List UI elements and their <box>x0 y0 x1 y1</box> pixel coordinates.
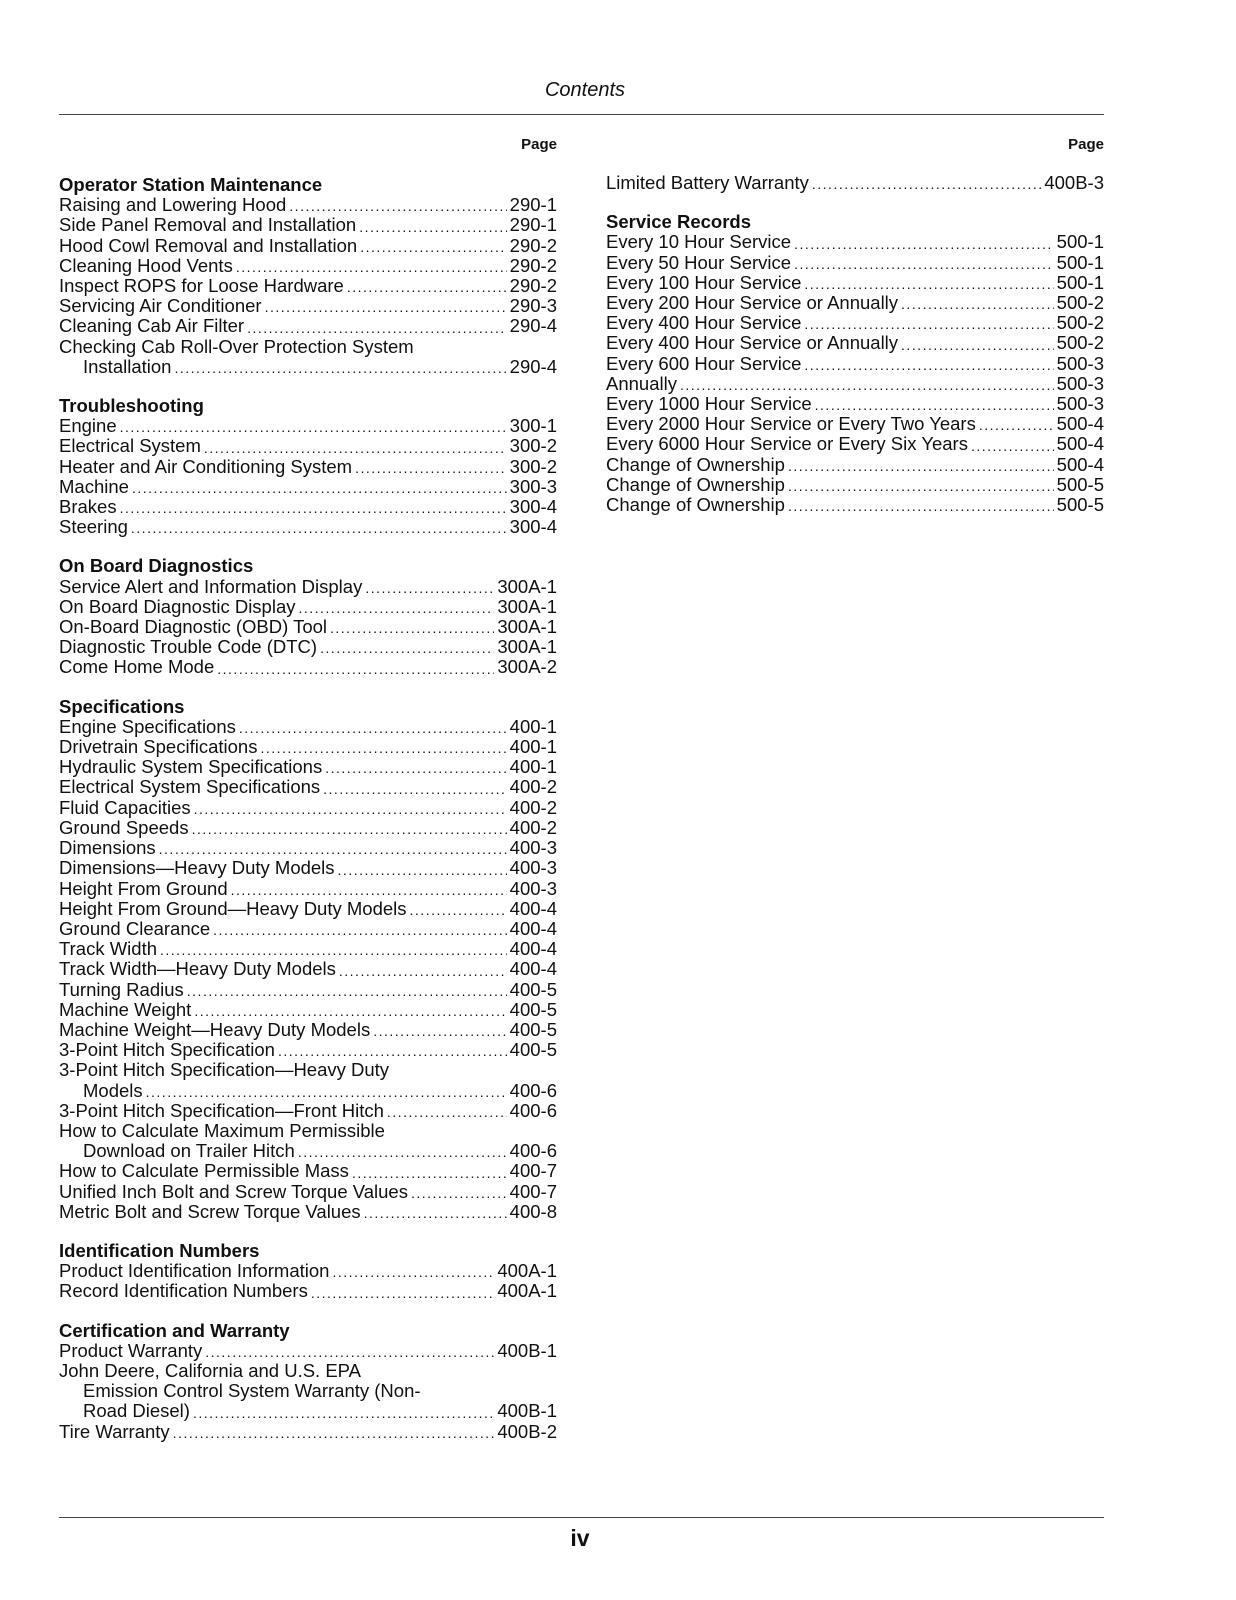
toc-entry-label: Track Width <box>59 938 157 960</box>
dot-leader <box>411 1185 507 1202</box>
toc-entry-label: Unified Inch Bolt and Screw Torque Values <box>59 1180 408 1202</box>
toc-entry-every-600-hour-service[interactable] <box>606 354 1104 374</box>
page-header-title: Contents <box>544 79 626 101</box>
toc-entry-on-board-diagnostic-display[interactable] <box>59 597 557 617</box>
dot-leader <box>231 882 507 899</box>
toc-entry-label: Servicing Air Conditioner <box>59 295 262 317</box>
toc-entry-page: 400-4 <box>509 897 557 919</box>
toc-entry-label: Every 600 Hour Service <box>606 352 802 374</box>
toc-entry-servicing-air-conditioner[interactable] <box>59 296 557 316</box>
dot-leader <box>355 460 507 477</box>
header-rule <box>59 114 1104 115</box>
toc-entry-label: Every 100 Hour Service <box>606 271 802 293</box>
toc-entry-page: 400B-1 <box>497 1400 557 1422</box>
dot-leader <box>132 480 507 497</box>
toc-entry-page: 400-7 <box>509 1180 557 1202</box>
toc-entry-page: 300-4 <box>509 516 557 538</box>
toc-entry-annually[interactable] <box>606 374 1104 394</box>
toc-entry-every-6000-hour-service-or-every-six-yea[interactable] <box>606 434 1104 454</box>
toc-section-certification-and-warranty <box>59 1321 557 1442</box>
toc-entry-change-of-ownership[interactable] <box>606 455 1104 475</box>
toc-entry-page: 290-1 <box>509 214 557 236</box>
toc-entry-dimensions[interactable] <box>59 838 557 858</box>
section-title: On Board Diagnostics <box>59 555 254 577</box>
toc-entry-ground-clearance[interactable] <box>59 919 557 939</box>
toc-entry-label: Fluid Capacities <box>59 796 191 818</box>
toc-entry-label: Tire Warranty <box>59 1420 170 1442</box>
dot-leader <box>804 357 1053 374</box>
toc-entry-electrical-system-specifications[interactable] <box>59 777 557 797</box>
dot-leader <box>298 1144 507 1161</box>
toc-entry-label: Every 1000 Hour Service <box>606 393 812 415</box>
toc-entry-label: Side Panel Removal and Installation <box>59 214 357 236</box>
dot-leader <box>247 320 507 337</box>
dot-leader <box>323 781 507 798</box>
toc-entry-machine-weight[interactable] <box>59 1000 557 1020</box>
toc-section-troubleshooting <box>59 396 557 537</box>
toc-entry-machine[interactable] <box>59 477 557 497</box>
toc-entry-label: Inspect ROPS for Loose Hardware <box>59 275 344 297</box>
toc-entry-label: Limited Battery Warranty <box>606 172 809 193</box>
toc-entry-come-home-mode[interactable] <box>59 657 557 677</box>
toc-entry-every-100-hour-service[interactable] <box>606 273 1104 293</box>
toc-entry-page: 400B-1 <box>497 1339 557 1361</box>
section-title: Specifications <box>59 695 185 717</box>
toc-entry-page: 400-6 <box>509 1140 557 1162</box>
toc-entry-label: Emission Control System Warranty (Non- <box>83 1380 421 1402</box>
toc-right-column <box>606 134 1104 534</box>
toc-entry-page: 290-2 <box>509 275 557 297</box>
toc-entry-page: 400-5 <box>509 1018 557 1040</box>
toc-entry-3-point-hitch-specification-front-hitch[interactable] <box>59 1101 557 1121</box>
toc-entry-page: 500-4 <box>1056 453 1104 475</box>
dot-leader <box>971 438 1054 455</box>
toc-entry-label: Machine Weight <box>59 998 192 1020</box>
toc-entry-label: Height From Ground—Heavy Duty Models <box>59 897 407 919</box>
dot-leader <box>187 983 507 1000</box>
toc-entry-label: How to Calculate Permissible Mass <box>59 1160 349 1182</box>
toc-entry-label: Dimensions <box>59 837 156 859</box>
toc-entry-label: Models <box>83 1079 143 1101</box>
toc-entry-label: Ground Speeds <box>59 816 189 838</box>
toc-section-on-board-diagnostics <box>59 556 557 677</box>
toc-entry-label: Raising and Lowering Hood <box>59 194 287 216</box>
dot-leader <box>311 1285 495 1302</box>
toc-entry-cleaning-hood-vents[interactable] <box>59 256 557 276</box>
dot-leader <box>979 417 1054 434</box>
toc-entry-record-identification-numbers[interactable] <box>59 1281 557 1301</box>
toc-entry-unified-inch-bolt-and-screw-torque-value[interactable] <box>59 1182 557 1202</box>
toc-entry-label: Steering <box>59 516 128 538</box>
dot-leader <box>804 316 1053 333</box>
dot-leader <box>325 760 506 777</box>
toc-section-service-records <box>606 212 1104 515</box>
section-title: Operator Station Maintenance <box>59 174 323 195</box>
toc-entry-page: 500-4 <box>1056 413 1104 435</box>
toc-entry-how-to-calculate-maximum-permissible-dow[interactable] <box>59 1121 557 1161</box>
toc-entry-engine[interactable] <box>59 416 557 436</box>
toc-entry-page: 500-3 <box>1056 372 1104 394</box>
toc-entry-page: 300-2 <box>509 455 557 477</box>
toc-entry-label: Annually <box>606 372 677 394</box>
footer-rule <box>59 1517 1104 1518</box>
dot-leader <box>794 236 1054 253</box>
page-number: iv <box>570 1525 590 1551</box>
toc-entry-label: Download on Trailer Hitch <box>83 1140 295 1162</box>
dot-leader <box>364 1205 507 1222</box>
toc-entry-page: 400-2 <box>509 776 557 798</box>
dot-leader <box>410 902 507 919</box>
toc-entry-john-deere-california-and-u-s-epa-emissi[interactable] <box>59 1361 557 1422</box>
toc-entry-label: Hydraulic System Specifications <box>59 756 323 778</box>
toc-entry-page: 500-5 <box>1056 494 1104 516</box>
toc-entry-page: 500-4 <box>1056 433 1104 455</box>
section-title: Identification Numbers <box>59 1239 260 1261</box>
dot-leader <box>812 176 1041 193</box>
toc-entry-page: 300A-1 <box>497 595 557 617</box>
toc-entry-page: 400-3 <box>509 837 557 859</box>
dot-leader <box>365 580 494 597</box>
dot-leader <box>239 720 507 737</box>
toc-entry-page: 500-3 <box>1056 352 1104 374</box>
toc-entry-label: Drivetrain Specifications <box>59 736 258 758</box>
toc-entry-label: Installation <box>83 355 172 377</box>
toc-entry-every-1000-hour-service[interactable] <box>606 394 1104 414</box>
toc-entry-every-50-hour-service[interactable] <box>606 253 1104 273</box>
dot-leader <box>339 963 507 980</box>
toc-entry-label: Electrical System Specifications <box>59 776 321 798</box>
toc-entry-label: Cleaning Hood Vents <box>59 254 233 276</box>
toc-entry-page: 300-2 <box>509 435 557 457</box>
toc-entry-page: 400-3 <box>509 877 557 899</box>
toc-entry-page: 400-3 <box>509 857 557 879</box>
dot-leader <box>788 478 1054 495</box>
toc-entry-page: 400-6 <box>509 1079 557 1101</box>
dot-leader <box>205 1344 494 1361</box>
dot-leader <box>794 256 1054 273</box>
toc-entry-label: Engine Specifications <box>59 715 236 737</box>
dot-leader <box>360 239 506 256</box>
toc-entry-raising-and-lowering-hood[interactable] <box>59 195 557 215</box>
toc-entry-label: Diagnostic Trouble Code (DTC) <box>59 636 318 658</box>
toc-entry-label: Brakes <box>59 496 117 518</box>
toc-entry-label: Electrical System <box>59 435 201 457</box>
toc-entry-page: 400-5 <box>509 998 557 1020</box>
dot-leader <box>289 198 506 215</box>
toc-entry-brakes[interactable] <box>59 497 557 517</box>
toc-entry-inspect-rops-for-loose-hardware[interactable] <box>59 276 557 296</box>
toc-entry-page: 400-2 <box>509 796 557 818</box>
section-title: Service Records <box>606 211 752 233</box>
toc-entry-page: 500-1 <box>1056 271 1104 293</box>
toc-entry-page: 300A-1 <box>497 616 557 638</box>
toc-entry-label: Checking Cab Roll-Over Protection System <box>59 335 414 357</box>
toc-entry-height-from-ground[interactable] <box>59 879 557 899</box>
toc-entry-page: 300-1 <box>509 415 557 437</box>
toc-entry-heater-and-air-conditioning-system[interactable] <box>59 457 557 477</box>
toc-entry-page: 500-2 <box>1056 292 1104 314</box>
dot-leader <box>120 500 507 517</box>
toc-entry-label: Heater and Air Conditioning System <box>59 455 353 477</box>
toc-entry-label: Road Diesel) <box>83 1400 190 1422</box>
toc-entry-label: Engine <box>59 415 117 437</box>
toc-entry-label: Dimensions—Heavy Duty Models <box>59 857 335 879</box>
dot-leader <box>192 821 507 838</box>
dot-leader <box>236 259 507 276</box>
dot-leader <box>146 1084 507 1101</box>
toc-entry-label: 3-Point Hitch Specification <box>59 1039 275 1061</box>
toc-entry-label: Change of Ownership <box>606 494 785 516</box>
dot-leader <box>120 419 507 436</box>
dot-leader <box>260 740 506 757</box>
toc-entry-hood-cowl-removal-and-installation[interactable] <box>59 236 557 256</box>
toc-entry-label: On Board Diagnostic Display <box>59 595 296 617</box>
section-title: Certification and Warranty <box>59 1319 290 1341</box>
toc-entry-page: 290-2 <box>509 254 557 276</box>
toc-entry-page: 400-1 <box>509 756 557 778</box>
dot-leader <box>160 942 507 959</box>
toc-entry-3-point-hitch-specification[interactable] <box>59 1040 557 1060</box>
toc-section-identification-numbers <box>59 1241 557 1302</box>
dot-leader <box>359 219 506 236</box>
toc-entry-change-of-ownership[interactable] <box>606 495 1104 515</box>
toc-entry-limited-battery-warranty[interactable] <box>606 173 1104 193</box>
toc-entry-page: 300A-1 <box>497 636 557 658</box>
toc-entry-machine-weight-heavy-duty-models[interactable] <box>59 1020 557 1040</box>
dot-leader <box>352 1165 507 1182</box>
dot-leader <box>204 440 507 457</box>
toc-entry-label: 3-Point Hitch Specification—Front Hitch <box>59 1099 384 1121</box>
toc-entry-label: Product Identification Information <box>59 1260 330 1282</box>
toc-entry-metric-bolt-and-screw-torque-values[interactable] <box>59 1202 557 1222</box>
toc-entry-label: Track Width—Heavy Duty Models <box>59 958 336 980</box>
toc-entry-label: Change of Ownership <box>606 453 785 475</box>
toc-entry-steering[interactable] <box>59 517 557 537</box>
toc-entry-drivetrain-specifications[interactable] <box>59 737 557 757</box>
dot-leader <box>347 279 507 296</box>
toc-entry-electrical-system[interactable] <box>59 436 557 456</box>
toc-entry-fluid-capacities[interactable] <box>59 798 557 818</box>
toc-entry-label: John Deere, California and U.S. EPA <box>59 1359 361 1381</box>
toc-entry-page: 500-5 <box>1056 473 1104 495</box>
toc-entry-engine-specifications[interactable] <box>59 717 557 737</box>
toc-entry-page: 400-4 <box>509 917 557 939</box>
dot-leader <box>804 276 1053 293</box>
dot-leader <box>788 498 1054 515</box>
dot-leader <box>193 1405 494 1422</box>
toc-entry-label: 3-Point Hitch Specification—Heavy Duty <box>59 1059 390 1081</box>
toc-entry-page: 300-3 <box>509 475 557 497</box>
toc-entry-page: 290-4 <box>509 315 557 337</box>
toc-entry-page: 300A-1 <box>497 575 557 597</box>
toc-entry-page: 300A-2 <box>497 656 557 678</box>
toc-entry-page: 400-5 <box>509 1039 557 1061</box>
dot-leader <box>173 1425 495 1442</box>
toc-entry-page: 500-3 <box>1056 393 1104 415</box>
toc-entry-label: Turning Radius <box>59 978 184 1000</box>
toc-right-sections <box>606 173 1104 515</box>
toc-section <box>606 173 1104 193</box>
toc-entry-label: Service Alert and Information Display <box>59 575 363 597</box>
toc-entry-label: How to Calculate Maximum Permissible <box>59 1119 385 1141</box>
toc-entry-ground-speeds[interactable] <box>59 818 557 838</box>
dot-leader <box>217 661 494 678</box>
toc-entry-page: 300-4 <box>509 496 557 518</box>
toc-entry-page: 500-2 <box>1056 332 1104 354</box>
dot-leader <box>387 1104 507 1121</box>
toc-entry-label: Every 50 Hour Service <box>606 251 792 273</box>
toc-entry-hydraulic-system-specifications[interactable] <box>59 757 557 777</box>
toc-entry-label: Cleaning Cab Air Filter <box>59 315 245 337</box>
toc-entry-tire-warranty[interactable] <box>59 1422 557 1442</box>
dot-leader <box>320 640 494 657</box>
toc-entry-page: 500-1 <box>1056 231 1104 253</box>
toc-entry-label: On-Board Diagnostic (OBD) Tool <box>59 616 328 638</box>
dot-leader <box>338 862 507 879</box>
toc-entry-label: Every 400 Hour Service <box>606 312 802 334</box>
dot-leader <box>901 296 1054 313</box>
toc-entry-page: 290-4 <box>509 355 557 377</box>
dot-leader <box>131 520 507 537</box>
toc-entry-label: Metric Bolt and Screw Torque Values <box>59 1200 361 1222</box>
toc-entry-cleaning-cab-air-filter[interactable] <box>59 316 557 336</box>
dot-leader <box>901 337 1054 354</box>
toc-entry-label: Every 400 Hour Service or Annually <box>606 332 899 354</box>
toc-entry-turning-radius[interactable] <box>59 980 557 1000</box>
dot-leader <box>194 801 507 818</box>
toc-entry-page: 400A-1 <box>497 1260 557 1282</box>
toc-entry-every-400-hour-service[interactable] <box>606 313 1104 333</box>
dot-leader <box>373 1023 506 1040</box>
page-column-label: Page <box>521 136 557 153</box>
toc-left-sections <box>59 175 557 1442</box>
toc-entry-track-width[interactable] <box>59 939 557 959</box>
toc-entry-label: Come Home Mode <box>59 656 215 678</box>
toc-section-operator-station-maintenance <box>59 175 557 377</box>
toc-entry-page: 500-1 <box>1056 251 1104 273</box>
toc-entry-page: 400-1 <box>509 736 557 758</box>
toc-left-column <box>59 134 557 1461</box>
toc-entry-page: 400-8 <box>509 1200 557 1222</box>
toc-entry-page: 400-5 <box>509 978 557 1000</box>
dot-leader <box>330 620 494 637</box>
toc-entry-product-warranty[interactable] <box>59 1341 557 1361</box>
toc-entry-page: 400A-1 <box>497 1280 557 1302</box>
column-spacer <box>59 156 557 175</box>
toc-entry-page: 400B-3 <box>1044 172 1104 193</box>
toc-entry-label: Change of Ownership <box>606 473 785 495</box>
toc-entry-label: Height From Ground <box>59 877 228 899</box>
dot-leader <box>815 397 1054 414</box>
dot-leader <box>213 922 507 939</box>
toc-entry-page: 290-3 <box>509 295 557 317</box>
toc-entry-label: Ground Clearance <box>59 917 211 939</box>
toc-entry-label: Record Identification Numbers <box>59 1280 308 1302</box>
toc-entry-page: 400-6 <box>509 1099 557 1121</box>
dot-leader <box>299 600 495 617</box>
toc-entry-label: Every 2000 Hour Service or Every Two Years <box>606 413 976 435</box>
toc-entry-side-panel-removal-and-installation[interactable] <box>59 215 557 235</box>
toc-entry-label: Machine <box>59 475 129 497</box>
dot-leader <box>174 360 506 377</box>
toc-entry-page: 400B-2 <box>497 1420 557 1442</box>
toc-entry-height-from-ground-heavy-duty-models[interactable] <box>59 899 557 919</box>
toc-entry-page: 400-1 <box>509 715 557 737</box>
section-title: Troubleshooting <box>59 395 204 417</box>
toc-entry-label: Machine Weight—Heavy Duty Models <box>59 1018 371 1040</box>
dot-leader <box>159 841 507 858</box>
dot-leader <box>332 1264 494 1281</box>
toc-entry-change-of-ownership[interactable] <box>606 475 1104 495</box>
toc-entry-page: 400-7 <box>509 1160 557 1182</box>
dot-leader <box>265 299 507 316</box>
toc-entry-diagnostic-trouble-code-dtc[interactable] <box>59 637 557 657</box>
toc-entry-page: 400-4 <box>509 958 557 980</box>
toc-section-specifications <box>59 697 557 1222</box>
dot-leader <box>680 377 1054 394</box>
toc-entry-page: 400-4 <box>509 938 557 960</box>
toc-entry-page: 400-2 <box>509 816 557 838</box>
toc-entry-service-alert-and-information-display[interactable] <box>59 577 557 597</box>
toc-entry-how-to-calculate-permissible-mass[interactable] <box>59 1161 557 1181</box>
toc-entry-label: Product Warranty <box>59 1339 203 1361</box>
toc-entry-label: Every 200 Hour Service or Annually <box>606 292 899 314</box>
dot-leader <box>278 1043 507 1060</box>
dot-leader <box>788 458 1054 475</box>
toc-entry-checking-cab-roll-over-protection-system[interactable] <box>59 337 557 377</box>
toc-entry-page: 500-2 <box>1056 312 1104 334</box>
toc-entry-every-10-hour-service[interactable] <box>606 232 1104 252</box>
toc-entry-every-400-hour-service-or-annually[interactable] <box>606 333 1104 353</box>
toc-entry-page: 290-1 <box>509 194 557 216</box>
toc-entry-label: Hood Cowl Removal and Installation <box>59 234 358 256</box>
toc-entry-product-identification-information[interactable] <box>59 1261 557 1281</box>
toc-entry-every-200-hour-service-or-annually[interactable] <box>606 293 1104 313</box>
toc-entry-dimensions-heavy-duty-models[interactable] <box>59 858 557 878</box>
dot-leader <box>194 1003 506 1020</box>
toc-entry-every-2000-hour-service-or-every-two-yea[interactable] <box>606 414 1104 434</box>
toc-entry-track-width-heavy-duty-models[interactable] <box>59 959 557 979</box>
toc-entry-page: 290-2 <box>509 234 557 256</box>
page-column-label: Page <box>1068 136 1104 153</box>
toc-entry-label: Every 10 Hour Service <box>606 231 792 253</box>
toc-entry-3-point-hitch-specification-heavy-duty-m[interactable] <box>59 1060 557 1100</box>
toc-entry-label: Every 6000 Hour Service or Every Six Years <box>606 433 968 455</box>
toc-entry-on-board-diagnostic-obd-tool[interactable] <box>59 617 557 637</box>
